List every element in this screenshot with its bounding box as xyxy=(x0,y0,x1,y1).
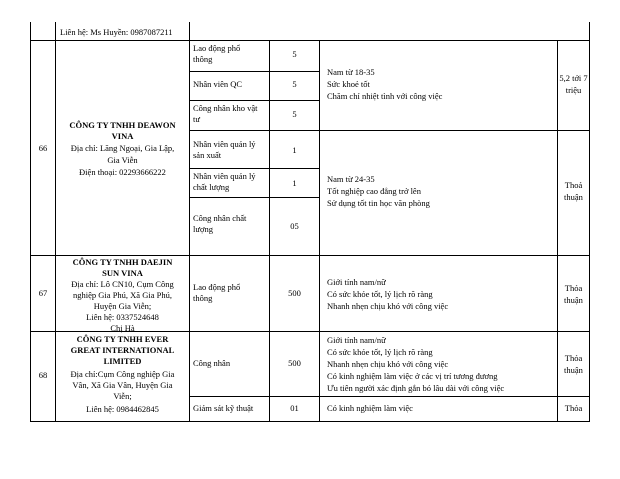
requirement-line: Tốt nghiệp cao đẳng trở lên xyxy=(327,186,421,196)
grid-line xyxy=(319,40,320,422)
company-address: nghiệp Gia Phú, Xã Gia Phú, xyxy=(73,290,172,300)
company-phone: Điện thoại: 02293666222 xyxy=(79,167,166,177)
company-address: Gia Viễn xyxy=(107,155,138,165)
salary: thuận xyxy=(564,192,583,202)
company-name: GREAT INTERNATIONAL xyxy=(70,345,175,355)
position-qty: 05 xyxy=(290,221,299,231)
row-number: 68 xyxy=(38,370,48,380)
grid-line xyxy=(30,22,31,422)
position-qty: 5 xyxy=(292,49,297,59)
row-number: 67 xyxy=(38,288,48,298)
requirement-line: Chăm chỉ nhiệt tình với công việc xyxy=(327,91,443,101)
position-title: Nhân viên QC xyxy=(193,79,243,89)
company-name: CÔNG TY TNHH DAEJIN xyxy=(72,257,173,267)
position-title: tư xyxy=(193,114,200,124)
company-address: Vân, Xã Gia Vân, Huyện Gia xyxy=(72,380,173,390)
salary: thuận xyxy=(564,295,583,305)
position-title: Công nhân xyxy=(193,358,231,368)
position-qty: 01 xyxy=(290,403,299,413)
position-qty: 500 xyxy=(288,358,301,368)
position-title: Lao động phổ xyxy=(193,282,241,292)
salary: Thoả xyxy=(564,180,583,190)
position-title: Lao động phổ xyxy=(193,43,241,53)
position-qty: 500 xyxy=(288,288,301,298)
company-contact: Liên hệ: 0984462845 xyxy=(86,404,159,414)
grid-line xyxy=(189,168,319,169)
grid-line xyxy=(30,255,589,256)
company-name: CÔNG TY TNHH DEAWON xyxy=(69,120,176,130)
salary: Thỏa xyxy=(564,283,583,293)
requirement-line: Có kinh nghiệm làm việc ở các vị trí tương đương xyxy=(327,371,498,381)
position-title: sản xuất xyxy=(193,150,222,160)
company-name: SUN VINA xyxy=(102,268,143,278)
grid-line xyxy=(30,40,589,41)
requirement-line: Giới tính nam/nữ xyxy=(327,335,386,345)
position-title: Nhân viên quản lý xyxy=(193,139,256,149)
requirement-line: Ưu tiên người xác định gắn bó lâu dài với công việc xyxy=(327,383,505,393)
requirement-line: Sức khoẻ tốt xyxy=(327,79,370,89)
row-number: 66 xyxy=(38,143,48,153)
company-contact: Chị Hà xyxy=(110,323,135,333)
continuation-contact: Liên hệ: Ms Huyền: 0987087211 xyxy=(60,27,173,37)
requirement-line: Nhanh nhẹn chịu khó với công việc xyxy=(327,301,449,311)
requirement-line: Có sức khỏe tốt, lý lịch rõ ràng xyxy=(327,289,433,299)
company-address: Huyện Gia Viễn; xyxy=(93,301,152,311)
grid-line xyxy=(589,22,590,422)
requirement-line: Có sức khỏe tốt, lý lịch rõ ràng xyxy=(327,347,433,357)
requirement-line: Nam từ 18-35 xyxy=(327,67,375,77)
grid-line xyxy=(189,22,190,422)
grid-line xyxy=(189,100,319,101)
position-title: Công nhân chất xyxy=(193,213,247,223)
company-address: Viễn; xyxy=(113,391,132,401)
grid-line xyxy=(189,71,319,72)
grid-line xyxy=(189,130,589,131)
requirement-line: Sử dụng tốt tin học văn phòng xyxy=(327,198,430,208)
company-address: Địa chỉ:Cụm Công nghiệp Gia xyxy=(70,369,175,379)
company-address: Địa chỉ: Lãng Ngoại, Gia Lập, xyxy=(70,143,175,153)
position-title: Công nhân kho vật xyxy=(193,103,258,113)
salary: Thỏa xyxy=(564,403,583,413)
requirement-line: Nam từ 24-35 xyxy=(327,174,375,184)
salary: thuận xyxy=(564,365,583,375)
grid-line xyxy=(189,197,319,198)
position-title: Giám sát kỹ thuật xyxy=(193,403,254,413)
position-qty: 5 xyxy=(292,79,297,89)
requirement-line: Giới tính nam/nữ xyxy=(327,277,386,287)
company-contact: Liên hệ: 0337524648 xyxy=(86,312,159,322)
company-address: Địa chỉ: Lô CN10, Cụm Công xyxy=(71,279,174,289)
requirement-line: Nhanh nhẹn chịu khó với công việc xyxy=(327,359,449,369)
position-title: thông xyxy=(193,293,213,303)
position-title: Nhân viên quản lý xyxy=(193,171,256,181)
position-qty: 1 xyxy=(292,145,297,155)
salary: Thỏa xyxy=(564,353,583,363)
requirement-line: Có kinh nghiệm làm việc xyxy=(327,403,413,413)
company-name: VINA xyxy=(111,131,134,141)
grid-line xyxy=(30,421,589,422)
grid-line xyxy=(189,396,589,397)
company-name: LIMITED xyxy=(103,356,142,366)
position-title: lượng xyxy=(193,224,213,234)
position-qty: 5 xyxy=(292,109,297,119)
position-title: thông xyxy=(193,54,213,64)
company-name: CÔNG TY TNHH EVER xyxy=(76,334,169,344)
position-qty: 1 xyxy=(292,178,297,188)
position-title: chất lượng xyxy=(193,182,230,192)
salary: triệu xyxy=(565,85,582,95)
salary: 5,2 tới 7 xyxy=(559,73,588,83)
